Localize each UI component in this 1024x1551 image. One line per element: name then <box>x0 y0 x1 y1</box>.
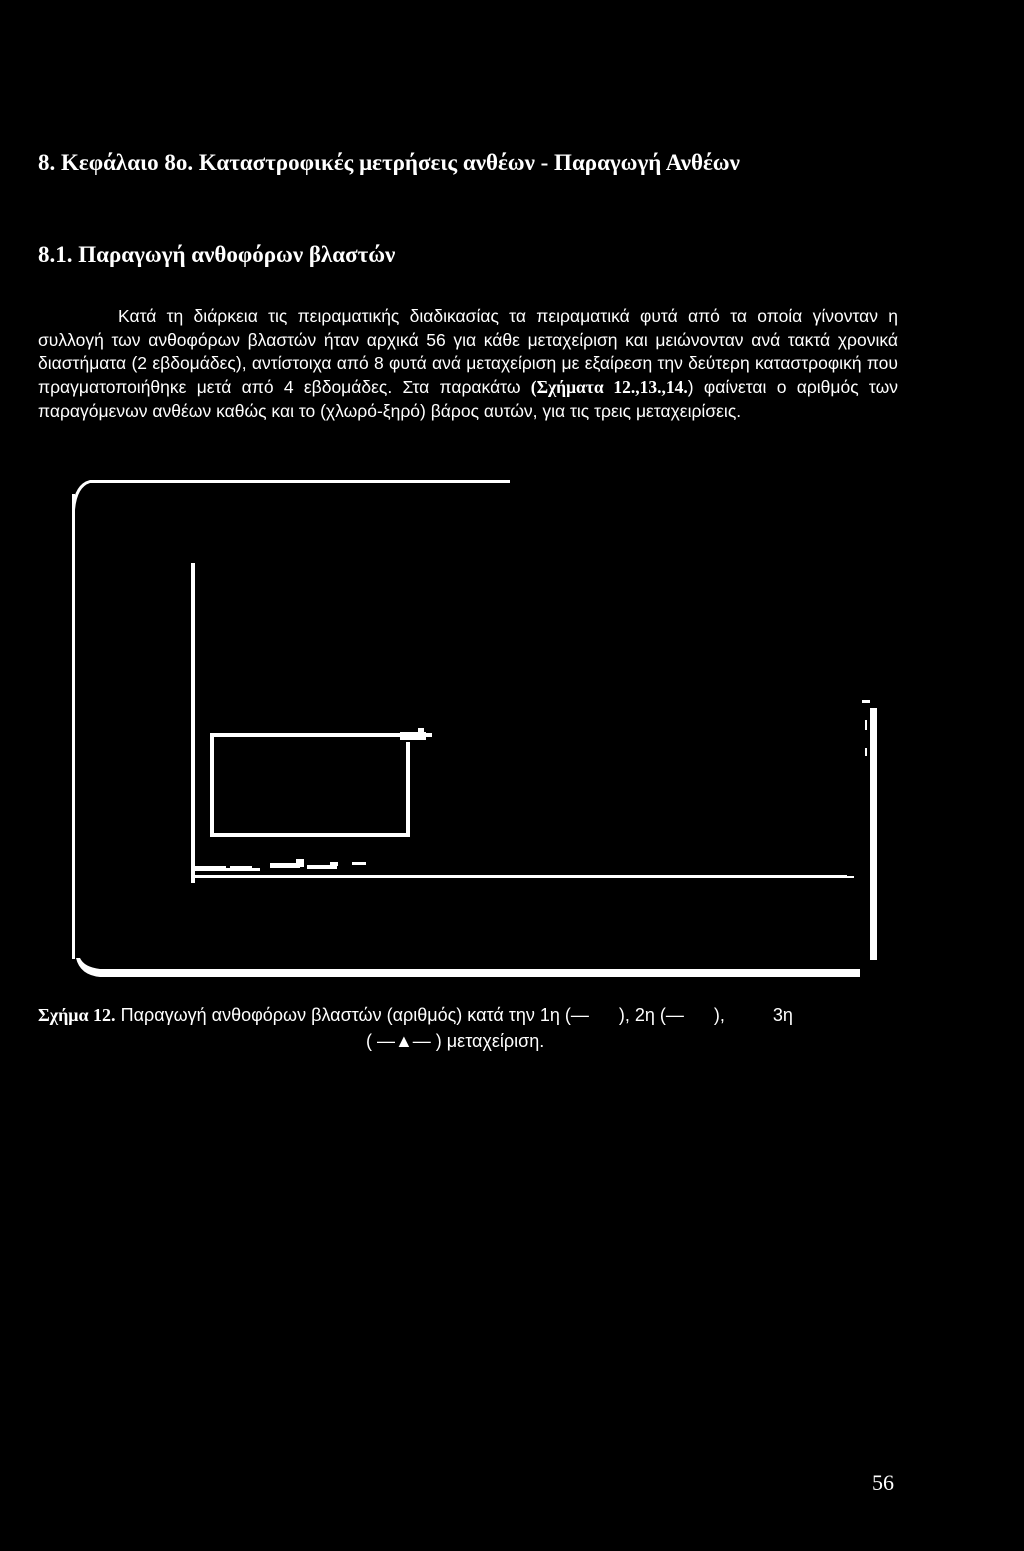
legend-box-bottom <box>210 833 410 837</box>
section-heading: 8.1. Παραγωγή ανθοφόρων βλαστών <box>38 242 396 267</box>
frame-right-dash-2 <box>865 748 867 756</box>
frame-right-tick <box>862 700 870 703</box>
paragraph-figure-reference: (Σχήματα 12.,13.,14. <box>530 377 688 398</box>
page-number: 56 <box>872 1470 894 1495</box>
figure-caption-text-a: Παραγωγή ανθοφόρων βλαστών (αριθμός) κατά την 1η (— <box>115 1005 589 1025</box>
figure-caption-line-2: ( —▲— ) μεταχείριση. <box>366 1031 545 1051</box>
plot-x-axis <box>191 875 847 878</box>
frame-top-line <box>72 480 510 510</box>
axis-mark-4 <box>296 859 304 867</box>
frame-bottom-line <box>76 958 860 977</box>
figure-caption-line-1 <box>38 1002 898 1028</box>
figure-caption-text-b: ), 2η (— <box>618 1005 684 1025</box>
legend-box-top <box>210 733 432 737</box>
frame-left-line <box>72 494 75 959</box>
frame-right-bar <box>870 708 877 960</box>
frame-right-dash-1 <box>865 720 867 730</box>
legend-box-left <box>210 733 214 837</box>
paragraph-text-after: ) φαίνεται ο αριθμός των παραγόμενων ανθέων καθώς και το (χλωρό-ξηρό) βάρος αυτών, για τις τρεις μεταχειρίσεις. <box>38 377 898 421</box>
figure-caption-text-d: 3η <box>772 1005 793 1025</box>
paragraph-text-before: Κατά τη διάρκεια τις πειραματικής διαδικασίας τα πειραματικά φυτά από τα οποία γίνονταν η συλλογή των ανθοφόρων βλαστών ήταν αρχικά 56 για κάθε μεταχείριση και μειώνονταν ανά τακτά χρονικά διαστήματα (2 εβδομάδες), αντίστοιχα από 8 φυτά ανά μεταχείριση με εξαίρεση την δεύτερη καταστροφική που πραγματοποιήθηκε μετά από 4 εβδομάδες. Στα παρακάτω <box>38 306 898 398</box>
figure-12-chart-image <box>70 470 880 980</box>
axis-mark-8 <box>210 868 260 871</box>
axis-mark-7 <box>352 862 366 865</box>
axis-mark-3 <box>270 863 300 868</box>
legend-box-corner-tick <box>418 728 424 734</box>
body-paragraph <box>38 305 898 424</box>
legend-box-right <box>406 742 410 837</box>
figure-caption <box>38 1002 898 1054</box>
chapter-heading: 8. Κεφάλαιο 8ο. Καταστροφικές μετρήσεις ανθέων - Παραγωγή Ανθέων <box>38 150 740 175</box>
figure-caption-label: Σχήμα 12. <box>38 1005 116 1025</box>
figure-caption-text-c: ), <box>713 1005 725 1025</box>
plot-y-axis <box>191 563 195 883</box>
axis-mark-6 <box>330 862 338 866</box>
plot-x-axis-extension <box>846 876 854 878</box>
